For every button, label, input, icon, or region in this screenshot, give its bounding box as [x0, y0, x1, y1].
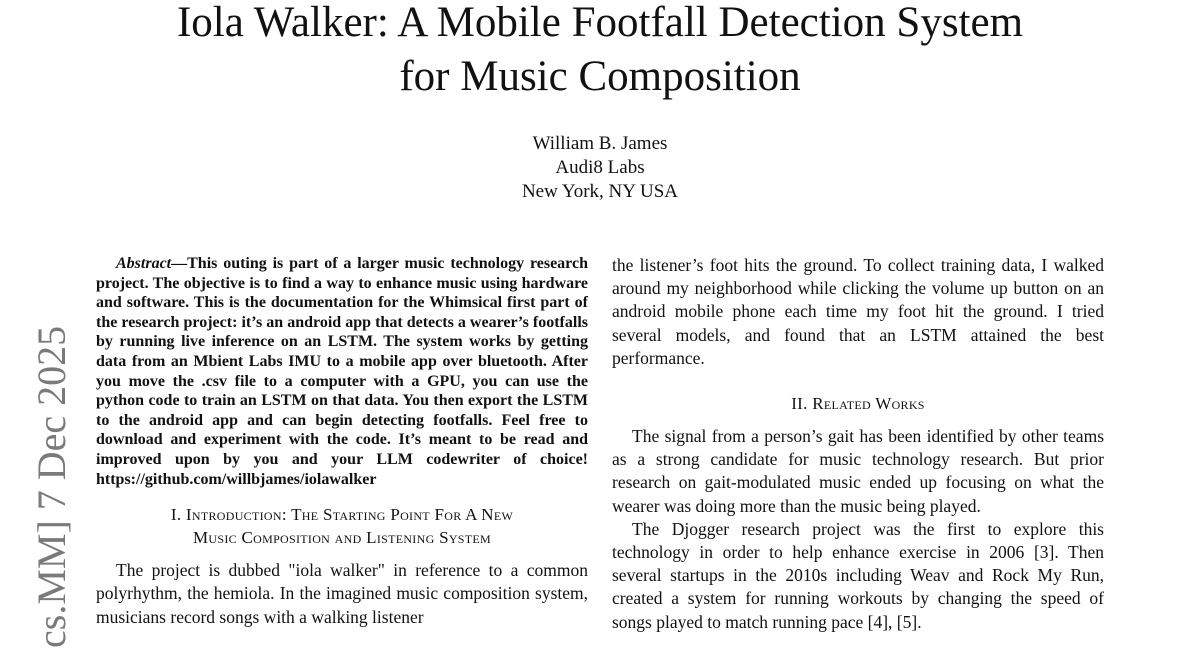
- intro-continuation: the listener’s foot hits the ground. To collect training data, I walked around my neighborhood while clicking the volume up button on an android mobile phone each time my foot hit the ground. I tried several models, and found that an LSTM attained the best performance.: [612, 255, 1104, 368]
- section-1-heading-line-2: Music Composition and Listening System: [192, 528, 492, 548]
- left-column: [96, 254, 588, 629]
- title-line-1: Iola Walker: A Mobile Footfall Detection System: [176, 0, 1024, 46]
- arxiv-stamp: cs.MM] 7 Dec 2025: [29, 325, 74, 648]
- section-1-heading-line-1: I. Introduction: The Starting Point For A New: [170, 505, 514, 525]
- abstract-dash: —: [171, 255, 188, 272]
- section-2-heading: II. Related Works: [791, 394, 925, 414]
- section-1-heading: [96, 503, 588, 549]
- title-line-2: for Music Composition: [399, 53, 801, 100]
- related-works-paragraph-1: The signal from a person’s gait has been identified by other teams as a strong candidate for music technology research. But prior research on gait-modulated music ended up focusing on what the wearer was doing more than the music being played.: [612, 426, 1104, 516]
- author-location: New York, NY USA: [521, 181, 679, 202]
- section-1-paragraph: The project is dubbed "iola walker" in reference to a common polyrhythm, the hemiola. In the imagined music composition system, musicians record songs with a walking listener: [96, 560, 588, 627]
- author-block: [0, 132, 1200, 204]
- abstract-label: Abstract: [116, 255, 172, 272]
- author-name: William B. James: [532, 133, 668, 154]
- paper-title: [0, 0, 1200, 104]
- abstract-text: This outing is part of a larger music technology research project. The objective is to find a way to enhance music using hardware and software. This is the documentation for the Whimsical first part of the research project: it’s an android app that detects a wearer’s footfalls by running live inference on an LSTM. The system works by getting data from an Mbient Labs IMU to a mobile app over bluetooth. After you move the .csv file to a computer with a GPU, you can use the python code to train an LSTM on that data. You then export the LSTM to the android app and can begin detecting footfalls. Feel free to download and experiment with the code. It’s meant to be read and improved upon by you and your LLM codewriter of choice! https://github.com/willbjames/iolawalker: [96, 255, 588, 488]
- author-affiliation: Audi8 Labs: [555, 157, 645, 178]
- related-works-paragraph-2: The Djogger research project was the first to explore this technology in order to help enhance exercise in 2006 [3]. Then several startups in the 2010s including Weav and Rock My Run, created a system for running workouts by changing the speed of songs played to match running pace [4], [5].: [612, 518, 1104, 632]
- abstract: [96, 254, 588, 489]
- right-column: [612, 254, 1104, 634]
